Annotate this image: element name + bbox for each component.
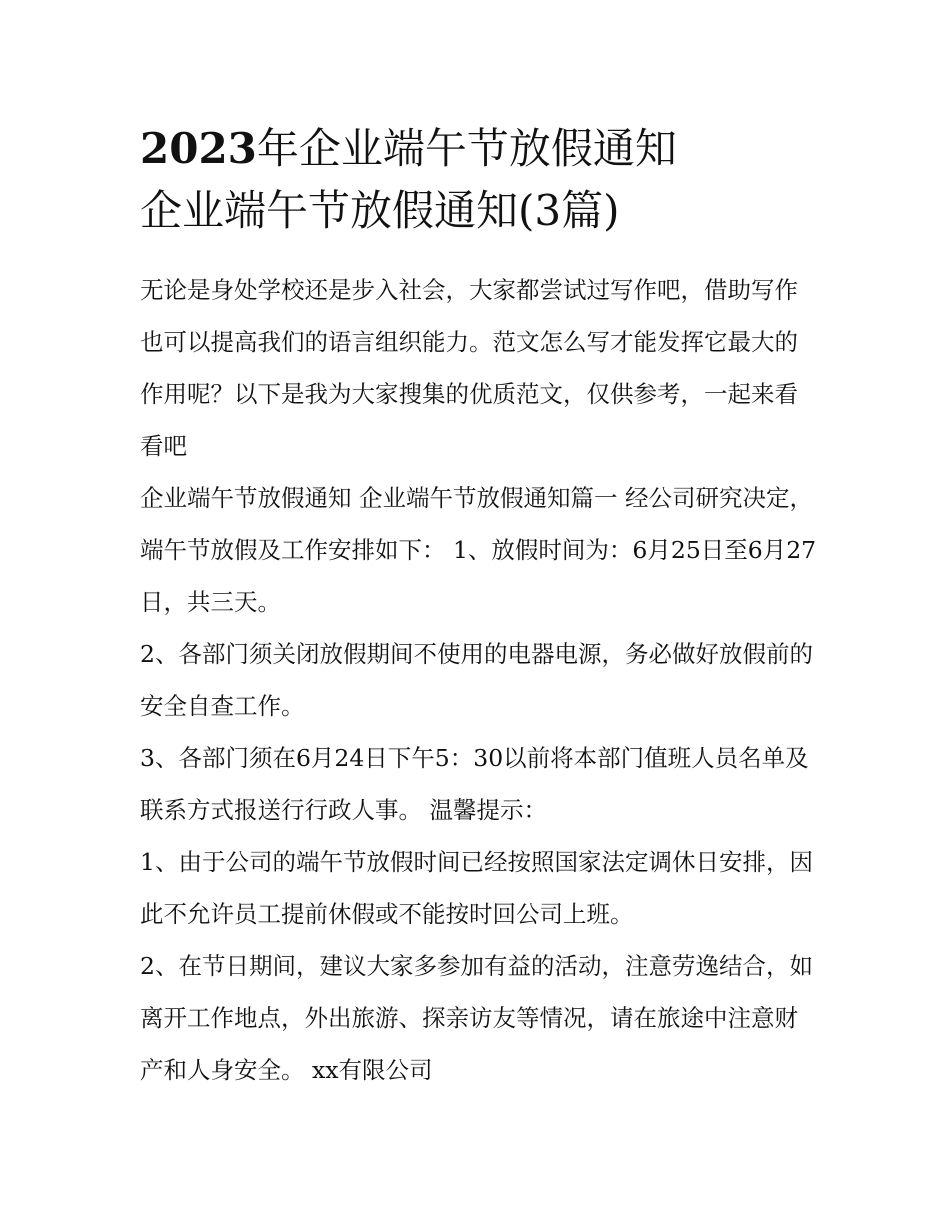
document-body bbox=[140, 264, 820, 1096]
paragraph-item-3: 3、各部门须在6月24日下午5：30以前将本部门值班人员名单及联系方式报送行行政人事。 温馨提示： bbox=[140, 744, 809, 824]
title-line-2: 企业端午节放假通知(3篇) bbox=[140, 186, 620, 235]
paragraph-item-2: 2、各部门须关闭放假期间不使用的电器电源，务必做好放假前的安全自查工作。 bbox=[140, 640, 813, 720]
title-line-1 bbox=[140, 118, 820, 180]
title-year: 2023 bbox=[140, 124, 257, 173]
paragraph-notice: 企业端午节放假通知 企业端午节放假通知篇一 经公司研究决定，端午节放假及工作安排如下： 1、放假时间为：6月25日至6月27日，共三天。 bbox=[140, 484, 817, 616]
paragraph-tip-2: 2、在节日期间，建议大家多参加有益的活动，注意劳逸结合，如离开工作地点，外出旅游、探亲访友等情况，请在旅途中注意财产和人身安全。 xx有限公司 bbox=[140, 952, 813, 1084]
document-content bbox=[140, 118, 820, 1096]
paragraph-intro: 无论是身处学校还是步入社会，大家都尝试过写作吧，借助写作也可以提高我们的语言组织能力。范文怎么写才能发挥它最大的作用呢？以下是我为大家搜集的优质范文，仅供参考，一起来看看吧 bbox=[140, 276, 798, 460]
title-line-1-text: 年企业端午节放假通知 bbox=[256, 124, 677, 173]
document-title bbox=[140, 118, 820, 242]
paragraph-tip-1: 1、由于公司的端午节放假时间已经按照国家法定调休日安排，因此不允许员工提前休假或不能按时回公司上班。 bbox=[140, 848, 813, 928]
